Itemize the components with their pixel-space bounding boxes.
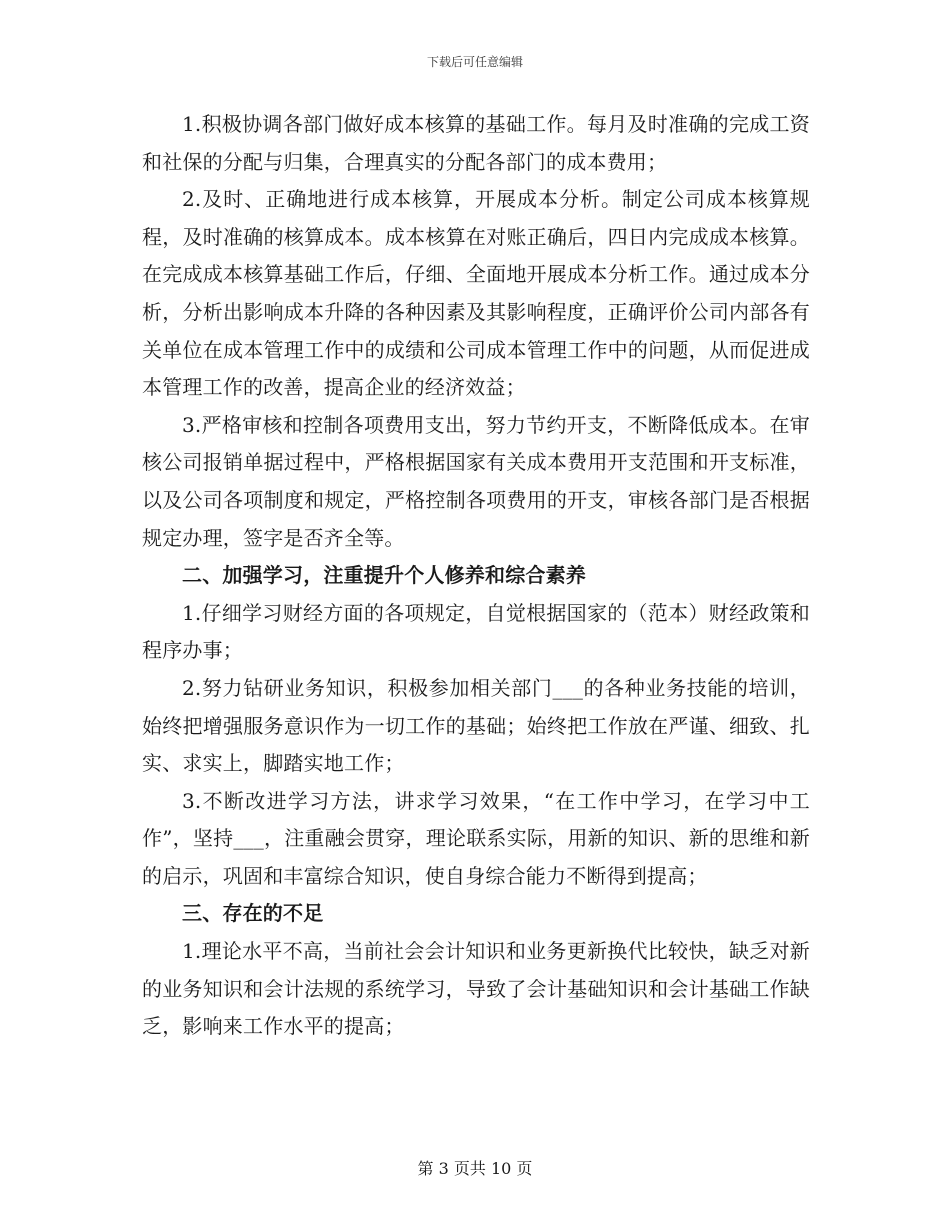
paragraph-cost-analysis: 2.及时、正确地进行成本核算，开展成本分析。制定公司成本核算规程，及时准确的核算成本。成本核算在对账正确后，四日内完成成本核算。在完成成本核算基础工作后，仔细、全面地开展成本分析工作。通过成本分析，分析出影响成本升降的各种因素及其影响程度，正确评价公司内部各有关单位在成本管理工作中的成绩和公司成本管理工作中的问题，从而促进成本管理工作的改善，提高企业的经济效益；: [142, 187, 810, 400]
document-body: [142, 106, 810, 1046]
paragraph-theory-level: 1.理论水平不高，当前社会会计知识和业务更新换代比较快，缺乏对新的业务知识和会计法规的系统学习，导致了会计基础知识和会计基础工作缺乏，影响来工作水平的提高；: [142, 939, 810, 1039]
page-footer: 第 3 页共 10 页: [417, 1159, 533, 1178]
page-header: 下载后可任意编辑: [426, 55, 523, 69]
paragraph-business-knowledge: 2.努力钻研业务知识，积极参加相关部门___的各种业务技能的培训，始终把增强服务意识作为一切工作的基础；始终把工作放在严谨、细致、扎实、求实上，脚踏实地工作；: [142, 675, 810, 776]
section-heading-learning: 二、加强学习，注重提升个人修养和综合素养: [182, 563, 586, 588]
paragraph-learning-methods: 3.不断改进学习方法，讲求学习效果，“在工作中学习，在学习中工作”，坚持___，注重融会贯穿，理论联系实际，用新的知识、新的思维和新的启示，巩固和丰富综合知识，使自身综合能力不断得到提高；: [142, 788, 810, 888]
paragraph-expense-control: 3.严格审核和控制各项费用支出，努力节约开支，不断降低成本。在审核公司报销单据过程中，严格根据国家有关成本费用开支范围和开支标准，以及公司各项制度和规定，严格控制各项费用的开支，审核各部门是否根据规定办理，签字是否齐全等。: [142, 412, 810, 550]
paragraph-cost-accounting-basics: 1.积极协调各部门做好成本核算的基础工作。每月及时准确的完成工资和社保的分配与归集，合理真实的分配各部门的成本费用；: [142, 112, 810, 174]
paragraph-study-regulations: 1.仔细学习财经方面的各项规定，自觉根据国家的（范本）财经政策和程序办事；: [142, 600, 810, 663]
section-heading-shortcomings: 三、存在的不足: [182, 901, 324, 926]
